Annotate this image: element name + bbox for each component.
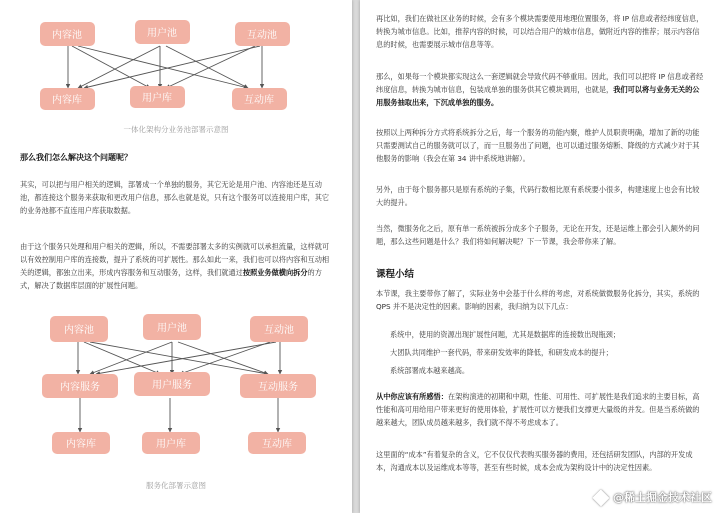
right-paragraph-8: 这里面的“成本”有着复杂的含义，它不仅仅代表购买服务器的费用，还包括研发团队，内部的开发成本，沟通成本以及运维成本等等，甚至有些时候，成本会成为架构设计中的决定性因素。: [376, 450, 693, 472]
list-item: 系统部署成本越来越高。: [390, 366, 470, 375]
left-paragraph-2: 由于这个服务只处理和用户相关的逻辑，所以，不需要部署太多的实例就可以承担流量，这样就可以有效控制用户库的连接数，提升了系统的可扩展性。那么如此一来，我们也可以将内容和互动相关的逻辑，都独立出来，形成内容服务和互动服务，这样，我们就通过按照业务做横向拆分的方式，解决了数据库层面的扩展性问题。: [20, 242, 330, 290]
db-user-label: 用户库: [142, 93, 172, 104]
bold-phrase: 从中你应该有所感悟：: [376, 392, 448, 401]
right-paragraph-7: 从中你应该有所感悟：在架构演进的初期和中期，性能、可用性、可扩展性是我们追求的主要目标，高性能和高可用给用户带来更好的使用体验，扩展性可以方便我们支撑更大量级的并发。但是当系统做的越来越大，团队成员越来越多，我们就不得不考虑成本了。: [376, 392, 700, 427]
right-paragraph-4: 另外，由于每个服务都只是原有系统的子集，代码行数相比原有系统要小很多，构建速度上也会有比较大的提升。: [376, 185, 700, 207]
left-page: [0, 0, 352, 513]
svc-content-service-label: 内容服务: [60, 382, 100, 393]
list-item: 系统中，使用的资源出现扩展性问题，尤其是数据库的连接数出现瓶颈；: [390, 330, 621, 339]
svc-pool-content-label: 内容池: [64, 325, 94, 336]
right-paragraph-3: 按照以上两种拆分方式将系统拆分之后，每一个服务的功能内聚，维护人员职责明确，增加了新的功能只需要测试自己的服务就可以了，而一旦服务出了问题，也可以通过服务熔断、降级的方式减少对于其他服务的影响（我会在第 34 讲中系统地讲解）。: [376, 128, 700, 163]
right-paragraph-6: 本节课，我主要带你了解了，实际业务中会基于什么样的考虑，对系统做微服务化拆分，其实，系统的 QPS 并不是决定性的因素。影响的因素，我归纳为以下几点：: [376, 289, 700, 311]
left-paragraph-1: 其实，可以把与用户相关的逻辑，部署成一个单独的服务，其它无论是用户池、内容池还是互动池，都连接这个服务来获取和更改用户信息，那么也就是说，只有这个服务可以连接用户库，其它的业务池都不直连用户库获取数据。: [20, 180, 330, 215]
svc-interaction-service-label: 互动服务: [258, 382, 298, 393]
svc-db-user-label: 用户库: [156, 439, 186, 450]
svc-user-service-label: 用户服务: [152, 380, 192, 391]
db-content-label: 内容库: [52, 95, 82, 106]
bold-phrase: 按照业务做横向拆分: [242, 268, 308, 277]
svc-db-content-label: 内容库: [66, 439, 96, 450]
site-watermark: @稀土掘金技术社区: [595, 489, 712, 505]
diagram-service-deploy: [0, 308, 352, 498]
pool-content-label: 内容池: [52, 30, 82, 41]
right-paragraph-2: 那么，如果每一个模块都实现这么一套逻辑就会导致代码不够重用。因此，我们可以把将 IP 信息或者经纬度信息，转换为城市信息，包装成单独的服务供其它模块调用，也就是，我们可以将与业务无关的公用服务抽取出来，下沉成单独的服务。: [376, 72, 704, 107]
right-paragraph-5: 当然，微服务化之后，原有单一系统被拆分成多个子服务，无论在开发，还是运维上都会引入额外的问题，那么这些问题是什么？我们将如何解决呢？下一节课，我会带你来了解。: [376, 224, 700, 246]
svc-pool-user-label: 用户池: [157, 323, 187, 334]
svc-pool-interaction-label: 互动池: [264, 325, 294, 336]
list-item: 大团队共同维护一套代码，带来研发效率的降低，和研发成本的提升；: [390, 348, 613, 357]
svc-db-interaction-label: 互动库: [262, 439, 292, 450]
diagram1-caption: 一体化架构分业务池部署示意图: [123, 125, 229, 134]
pool-user-label: 用户池: [147, 28, 177, 39]
diagram2-caption: 服务化部署示意图: [146, 481, 206, 490]
summary-title: 课程小结: [376, 269, 415, 280]
bold-phrase: 我们可以将与业务无关的公用服务抽取出来，下沉成单独的服务。: [376, 85, 700, 107]
pool-interaction-label: 互动池: [247, 30, 277, 41]
juejin-logo-icon: [593, 490, 610, 507]
db-interaction-label: 互动库: [244, 95, 274, 106]
right-page: [360, 0, 720, 513]
question-heading: 那么我们怎么解决这个问题呢？: [20, 153, 132, 162]
right-paragraph-1: 再比如，我们在做社区业务的时候，会有多个模块需要使用地理位置服务，将 IP 信息或者经纬度信息，转换为城市信息。比如，推荐内容的时候，可以结合用户的城市信息，做附近内容的推荐；展示内容信息的时候，也需要展示城市信息等等。: [376, 14, 704, 49]
